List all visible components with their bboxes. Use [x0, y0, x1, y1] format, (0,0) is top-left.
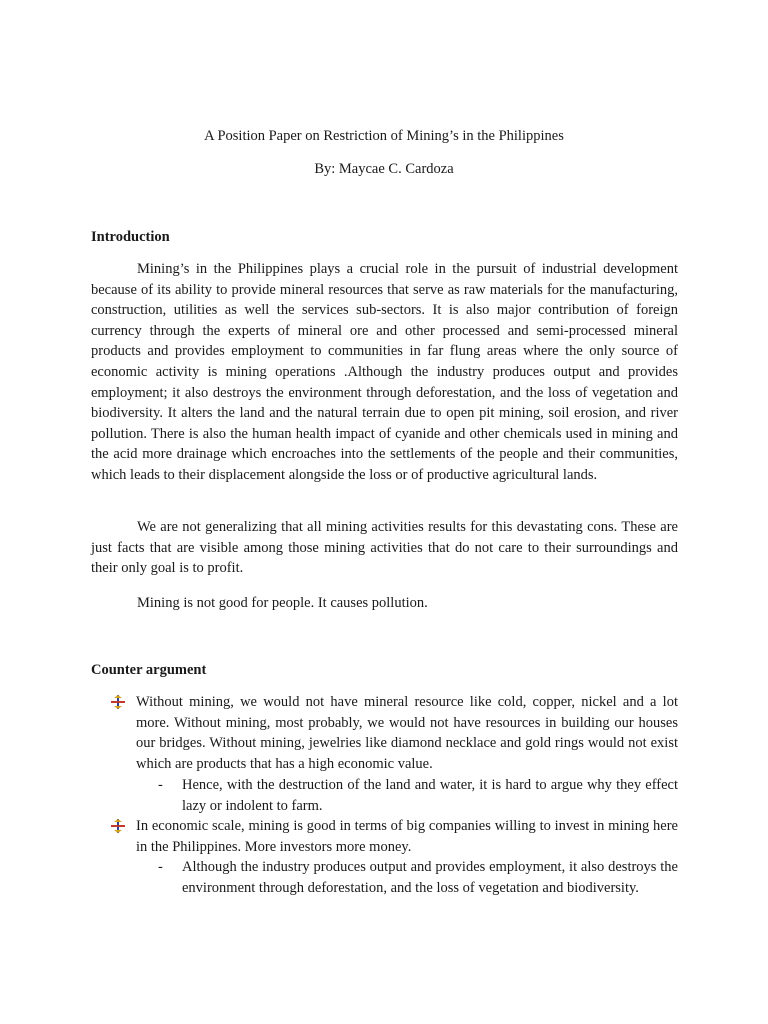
- counter-argument-subitem-1: [136, 775, 678, 816]
- introduction-heading: Introduction: [91, 229, 170, 245]
- counter-argument-subitem-2: [136, 857, 678, 898]
- counter-argument-item-text: Without mining, we would not have mineral resource like cold, copper, nickel and a lot more. Without mining, most probably, we would not have resources in building our houses our bridges. Without mining, jewelries like diamond necklace and gold rings would not exist which are products that has a high economic value.: [136, 694, 678, 772]
- counter-argument-subitem-text: Hence, with the destruction of the land and water, it is hard to argue why they effect lazy or indolent to farm.: [182, 777, 678, 814]
- arrow-cross-bullet-icon: [111, 819, 125, 833]
- introduction-paragraph-1: Mining’s in the Philippines plays a crucial role in the pursuit of industrial development because of its ability to provide mineral resources that serve as raw materials for the manufacturing, construction, utilities as well the services sub-sectors. It is also major contribution of foreign currency through the experts of mineral ore and other processed and semi-processed mineral products and provides employment to communities in far flung areas where the only source of economic activity is mining operations .Although the industry produces output and provides employment; it also destroys the environment through deforestation, and the loss of vegetation and biodiversity. It alters the land and the natural terrain due to open pit mining, soil erosion, and river pollution. There is also the human health impact of cyanide and other chemicals used in mining and the acid more drainage which encroaches into the settlements of the people and their communities, which leads to their displacement alongside the loss or of productive agricultural lands.: [91, 261, 678, 483]
- introduction-paragraph-2: We are not generalizing that all mining activities results for this devastating cons. These are just facts that are visible among those mining activities that do not care to their surroundings and their only goal is to profit.: [91, 519, 678, 577]
- document-title: A Position Paper on Restriction of Mining’s in the Philippines: [204, 128, 564, 144]
- arrow-cross-bullet-icon: [111, 695, 125, 709]
- counter-argument-subitem-text: Although the industry produces output and provides employment, it also destroys the environment through deforestation, and the loss of vegetation and biodiversity.: [182, 859, 678, 896]
- counter-argument-heading: Counter argument: [91, 662, 207, 678]
- dash-bullet: -: [158, 777, 163, 793]
- counter-argument-item-2: [91, 816, 678, 857]
- document-author: By: Maycae C. Cardoza: [314, 161, 454, 177]
- counter-argument-item-text: In economic scale, mining is good in terms of big companies willing to invest in mining here in the Philippines. More investors more money.: [136, 818, 678, 855]
- dash-bullet: -: [158, 859, 163, 875]
- counter-argument-item-1: [91, 692, 678, 774]
- introduction-paragraph-3: Mining is not good for people. It causes pollution.: [137, 595, 428, 611]
